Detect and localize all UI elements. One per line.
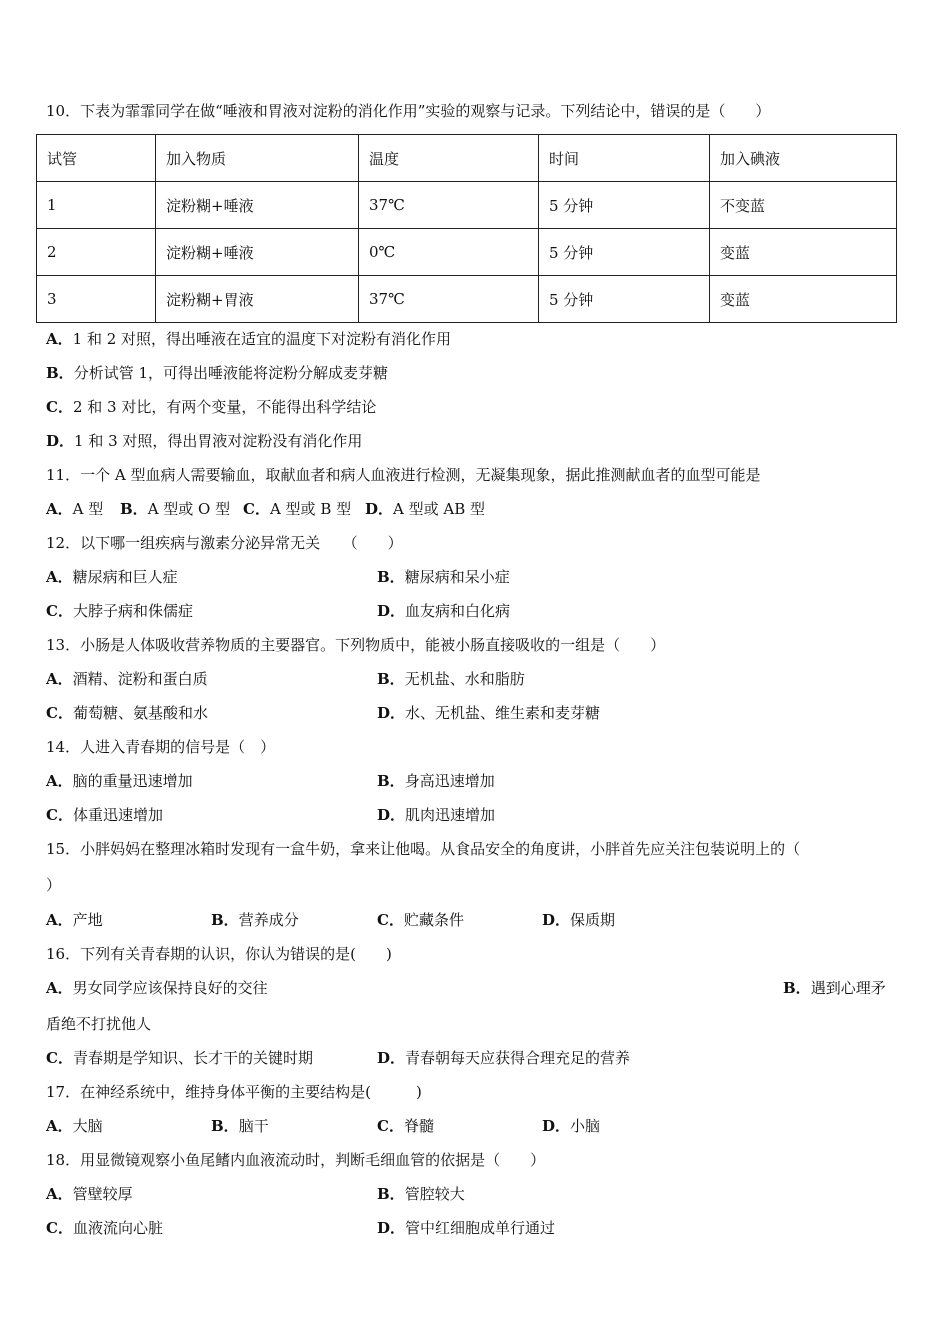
option-text: 血液流向心脏	[72, 1219, 163, 1237]
q10-option-c[interactable]	[46, 397, 376, 417]
option-text: 葡萄糖、氨基酸和水	[72, 704, 208, 722]
q11-option-b[interactable]	[120, 499, 230, 519]
option-text: A 型	[72, 500, 104, 518]
option-text: 营养成分	[238, 911, 299, 929]
option-text: 遇到心理矛	[810, 979, 886, 997]
q17-option-c[interactable]	[377, 1116, 434, 1136]
q18-option-b[interactable]	[377, 1184, 465, 1204]
table-header-cell: 时间	[539, 135, 710, 182]
q10-option-a[interactable]	[46, 329, 451, 349]
option-key: A．	[46, 1185, 73, 1203]
option-key: B．	[46, 364, 74, 382]
option-key: D．	[377, 1049, 406, 1067]
q13-option-a[interactable]	[46, 669, 208, 689]
table-cell: 1	[37, 182, 156, 229]
option-text: A 型或 O 型	[147, 500, 231, 518]
option-key: A．	[46, 772, 73, 790]
option-key: A．	[46, 330, 73, 348]
q16-stem: 16．下列有关青春期的认识，你认为错误的是( )	[46, 945, 392, 963]
q13-option-c[interactable]	[46, 703, 208, 723]
table-cell: 3	[37, 276, 156, 323]
option-text: 糖尿病和巨人症	[72, 568, 178, 586]
option-text: 大脑	[72, 1117, 103, 1135]
q11-option-a[interactable]	[46, 499, 103, 519]
option-text: 身高迅速增加	[404, 772, 495, 790]
option-text: A 型或 B 型	[269, 500, 352, 518]
option-key: D．	[542, 1117, 571, 1135]
option-key: B．	[377, 772, 405, 790]
option-key: C．	[46, 398, 73, 416]
table-row	[37, 229, 897, 276]
option-text: 体重迅速增加	[72, 806, 163, 824]
option-text: 分析试管 1，可得出唾液能将淀粉分解成麦芽糖	[73, 364, 389, 382]
q18-option-a[interactable]	[46, 1184, 133, 1204]
option-key: C．	[377, 1117, 404, 1135]
option-text: 保质期	[570, 911, 616, 929]
q17-stem: 17．在神经系统中，维持身体平衡的主要结构是( )	[46, 1083, 422, 1101]
q15-stem: 15．小胖妈妈在整理冰箱时发现有一盒牛奶，拿来让他喝。从食品安全的角度讲，小胖首先应关注包装说明上的（	[46, 840, 801, 858]
option-text: 贮藏条件	[403, 911, 464, 929]
q16-option-b-continued[interactable]	[46, 1014, 151, 1034]
option-text: 产地	[72, 911, 103, 929]
option-key: C．	[46, 602, 73, 620]
q11-stem: 11．一个 A 型血病人需要输血，取献血者和病人血液进行检测，无凝集现象，据此推测献血者的血型可能是	[46, 466, 761, 484]
option-text: 水、无机盐、维生素和麦芽糖	[405, 704, 601, 722]
q14-stem: 14．人进入青春期的信号是（ ）	[46, 738, 276, 756]
option-key: D．	[542, 911, 571, 929]
option-text: 酒精、淀粉和蛋白质	[72, 670, 208, 688]
option-key: D．	[377, 602, 406, 620]
option-key: D．	[377, 806, 406, 824]
option-text: 脊髓	[403, 1117, 434, 1135]
table-cell: 淀粉糊+胃液	[156, 276, 359, 323]
option-text: 大脖子病和侏儒症	[72, 602, 193, 620]
option-text: 脑的重量迅速增加	[72, 772, 193, 790]
q15-option-d[interactable]	[542, 910, 615, 930]
option-key: D．	[365, 500, 394, 518]
q12-option-c[interactable]	[46, 601, 193, 621]
q10-option-b[interactable]	[46, 363, 388, 383]
q15-stem-continued: ）	[46, 876, 62, 894]
option-key: A．	[46, 1117, 73, 1135]
option-text: 肌肉迅速增加	[405, 806, 496, 824]
q15-option-c[interactable]	[377, 910, 464, 930]
q12-stem: 12．以下哪一组疾病与激素分泌异常无关 （ ）	[46, 534, 403, 552]
option-key: A．	[46, 568, 73, 586]
q18-stem: 18．用显微镜观察小鱼尾鳍内血液流动时，判断毛细血管的依据是（ ）	[46, 1151, 546, 1169]
option-key: B．	[377, 670, 405, 688]
option-key: D．	[377, 1219, 406, 1237]
q11-option-c[interactable]	[243, 499, 351, 519]
q10-option-d[interactable]	[46, 431, 362, 451]
q12-option-b[interactable]	[377, 567, 510, 587]
option-text: 男女同学应该保持良好的交往	[72, 979, 268, 997]
option-key: C．	[243, 500, 270, 518]
q11-option-d[interactable]	[365, 499, 485, 519]
option-text: 1 和 2 对照，得出唾液在适宜的温度下对淀粉有消化作用	[72, 330, 452, 348]
q14-option-c[interactable]	[46, 805, 163, 825]
table-header-cell: 试管	[37, 135, 156, 182]
option-text: 管腔较大	[404, 1185, 465, 1203]
table-cell: 变蓝	[710, 229, 897, 276]
table-row	[37, 276, 897, 323]
option-text: 青春朝每天应获得合理充足的营养	[405, 1049, 631, 1067]
option-key: D．	[377, 704, 406, 722]
option-key: C．	[46, 806, 73, 824]
table-row	[37, 182, 897, 229]
table-cell: 37℃	[359, 276, 539, 323]
option-text: 1 和 3 对照，得出胃液对淀粉没有消化作用	[74, 432, 363, 450]
table-cell: 5 分钟	[539, 276, 710, 323]
table-cell: 37℃	[359, 182, 539, 229]
q14-option-d[interactable]	[377, 805, 495, 825]
table-header-row	[37, 135, 897, 182]
table-cell: 淀粉糊+唾液	[156, 182, 359, 229]
option-text: 青春期是学知识、长才干的关键时期	[72, 1049, 313, 1067]
q16-option-d[interactable]	[377, 1048, 630, 1068]
table-cell: 0℃	[359, 229, 539, 276]
table-header-cell: 加入物质	[156, 135, 359, 182]
q16-option-c[interactable]	[46, 1048, 313, 1068]
q16-option-b[interactable]	[783, 978, 886, 998]
option-text: A 型或 AB 型	[393, 500, 486, 518]
option-key: C．	[46, 1049, 73, 1067]
q14-option-b[interactable]	[377, 771, 495, 791]
option-text: 无机盐、水和脂肪	[404, 670, 525, 688]
q12-option-d[interactable]	[377, 601, 510, 621]
option-key: B．	[783, 979, 811, 997]
q18-option-d[interactable]	[377, 1218, 555, 1238]
table-header-cell: 温度	[359, 135, 539, 182]
table-header-cell: 加入碘液	[710, 135, 897, 182]
option-text: 盾绝不打扰他人	[46, 1015, 152, 1033]
option-key: A．	[46, 911, 73, 929]
q13-option-b[interactable]	[377, 669, 525, 689]
q15-option-a[interactable]	[46, 910, 103, 930]
option-key: B．	[377, 1185, 405, 1203]
table-cell: 不变蓝	[710, 182, 897, 229]
option-key: C．	[377, 911, 404, 929]
q13-stem: 13．小肠是人体吸收营养物质的主要器官。下列物质中，能被小肠直接吸收的一组是（ ）	[46, 636, 666, 654]
q10-table	[36, 134, 897, 323]
q18-option-c[interactable]	[46, 1218, 163, 1238]
option-key: D．	[46, 432, 75, 450]
option-text: 血友病和白化病	[405, 602, 511, 620]
option-key: A．	[46, 979, 73, 997]
option-text: 糖尿病和呆小症	[404, 568, 510, 586]
option-key: C．	[46, 704, 73, 722]
q13-option-d[interactable]	[377, 703, 600, 723]
table-cell: 淀粉糊+唾液	[156, 229, 359, 276]
q14-option-a[interactable]	[46, 771, 193, 791]
option-key: A．	[46, 670, 73, 688]
option-text: 管中红细胞成单行通过	[405, 1219, 556, 1237]
option-text: 脑干	[238, 1117, 269, 1135]
option-key: B．	[211, 1117, 239, 1135]
q15-option-b[interactable]	[211, 910, 299, 930]
option-key: B．	[211, 911, 239, 929]
table-cell: 变蓝	[710, 276, 897, 323]
option-key: C．	[46, 1219, 73, 1237]
option-text: 管壁较厚	[72, 1185, 133, 1203]
q12-option-a[interactable]	[46, 567, 178, 587]
q17-option-a[interactable]	[46, 1116, 103, 1136]
option-key: B．	[377, 568, 405, 586]
table-cell: 2	[37, 229, 156, 276]
q10-stem: 10．下表为霏霏同学在做“唾液和胃液对淀粉的消化作用”实验的观察与记录。下列结论中，错误的是（ ）	[46, 102, 771, 120]
table-cell: 5 分钟	[539, 182, 710, 229]
q17-option-d[interactable]	[542, 1116, 600, 1136]
q17-option-b[interactable]	[211, 1116, 269, 1136]
q16-option-a[interactable]	[46, 978, 268, 998]
option-key: B．	[120, 500, 148, 518]
option-text: 2 和 3 对比，有两个变量，不能得出科学结论	[72, 398, 377, 416]
option-key: A．	[46, 500, 73, 518]
option-text: 小脑	[570, 1117, 601, 1135]
table-cell: 5 分钟	[539, 229, 710, 276]
